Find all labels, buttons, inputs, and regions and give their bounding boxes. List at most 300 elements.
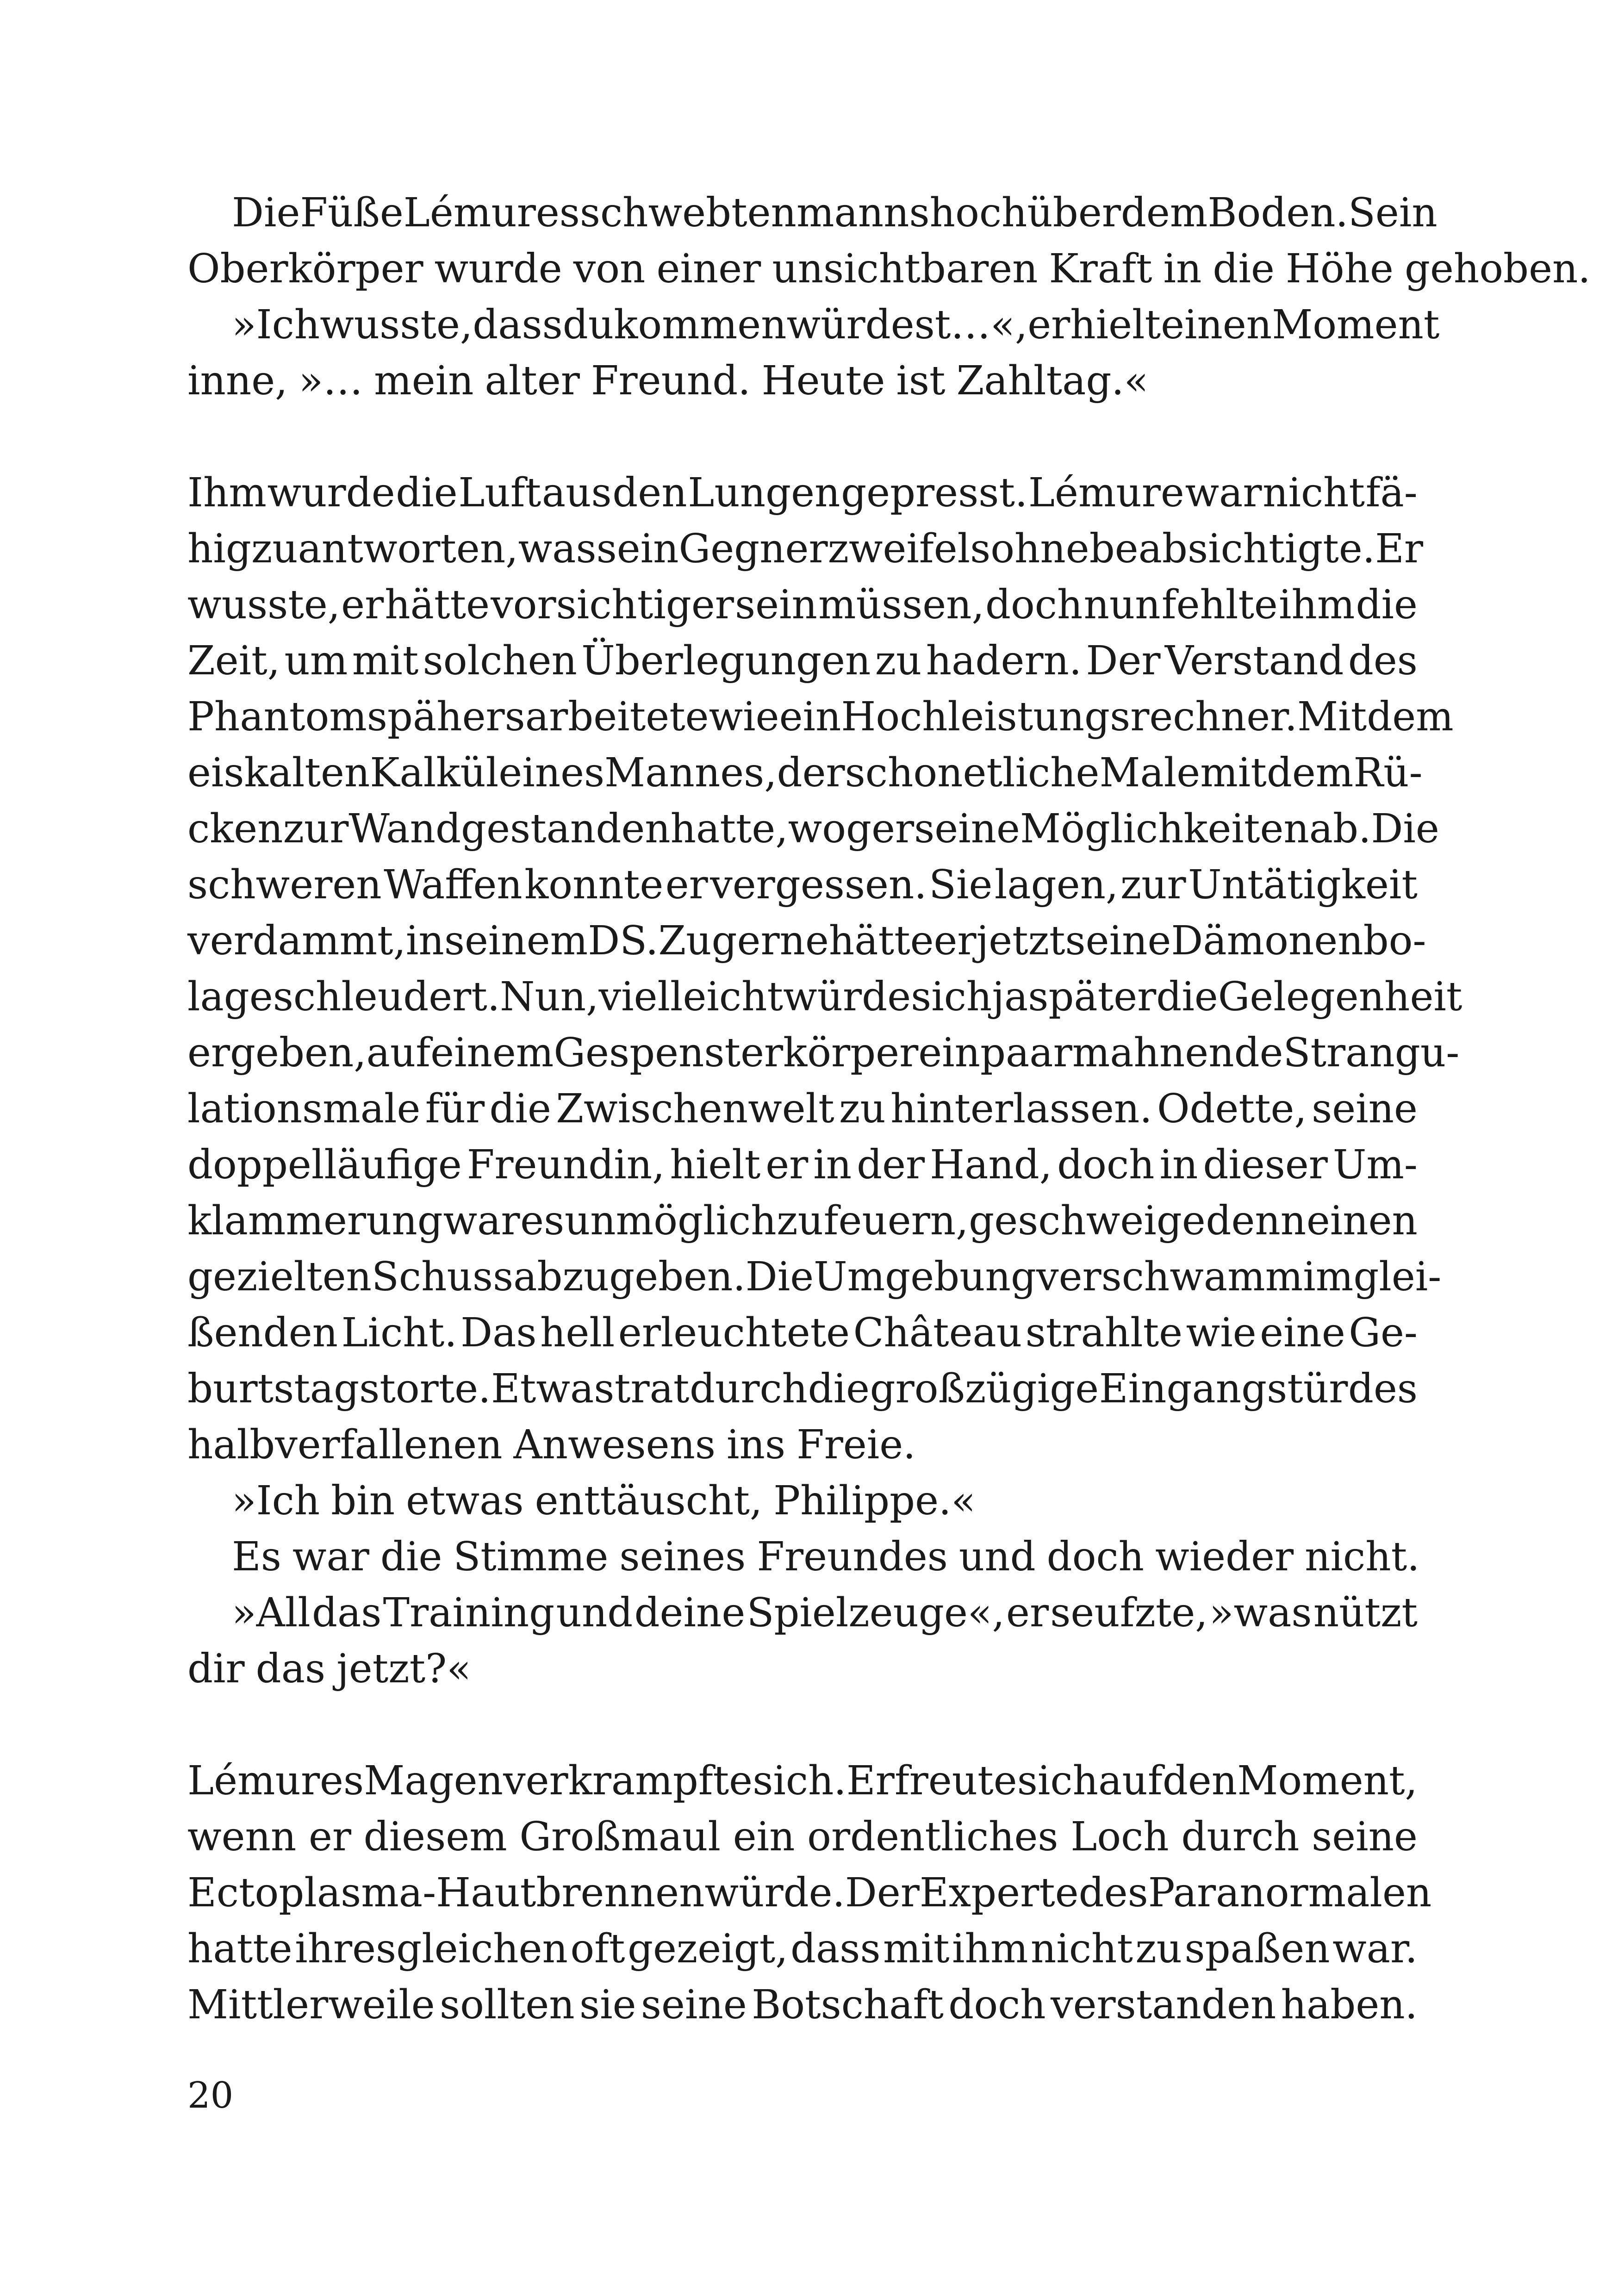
word: Wand [348, 806, 461, 852]
word: Schuss [372, 1254, 514, 1300]
word: Hochleistungsrechner. [841, 694, 1298, 740]
word: Der [1086, 638, 1161, 684]
word: mit [1200, 750, 1267, 796]
word: schweren [187, 862, 382, 908]
word: Er [1375, 526, 1423, 572]
word: Mannes, [604, 750, 777, 796]
word: durch [689, 1366, 808, 1412]
text-line [187, 353, 1418, 409]
text-line [187, 1137, 1418, 1193]
word: ihresgleichen [295, 1926, 568, 1972]
word: brennen [536, 1870, 705, 1916]
text-line [187, 1249, 1442, 1305]
text-line [187, 1473, 1418, 1529]
word: Lémures [403, 190, 580, 236]
text-line [187, 1417, 1418, 1473]
word: würde [783, 974, 911, 1020]
word: glei- [1353, 1254, 1442, 1300]
word: schon [845, 750, 963, 796]
word: dieser [1203, 1142, 1328, 1188]
word: auf [366, 1030, 431, 1076]
word: mahnende [1072, 1030, 1283, 1076]
word: die [396, 470, 458, 516]
word: »All [232, 1590, 311, 1636]
word: kommen [614, 302, 787, 348]
word: doch [1057, 1142, 1155, 1188]
word: …«, [951, 302, 1028, 348]
word: Experte [919, 1870, 1079, 1916]
word: nun [1083, 582, 1161, 628]
word: halbverfallenen [187, 1422, 503, 1468]
word: doch [1046, 1534, 1145, 1580]
word: Möglichkeiten [1020, 806, 1309, 852]
word: deine [634, 1590, 746, 1636]
word: ist [896, 358, 946, 404]
word: zu [875, 638, 922, 684]
word: einem [430, 1030, 554, 1076]
word: dem [1120, 190, 1208, 236]
word: gezeigt, [627, 1926, 788, 1972]
word: was [518, 526, 597, 572]
word: Etwas [491, 1366, 615, 1412]
word: Überlegungen [581, 638, 871, 684]
word: unmöglich [564, 1198, 777, 1244]
word: über [1027, 190, 1121, 236]
word: alter [485, 358, 580, 404]
word: Oberkörper [187, 246, 423, 292]
word: Er [846, 1758, 895, 1804]
text-line [187, 801, 1439, 857]
word: zu [251, 526, 298, 572]
text-line [187, 913, 1426, 969]
word: Magen [364, 1758, 503, 1804]
word: mein [374, 358, 474, 404]
word: von [573, 246, 646, 292]
word: Es [232, 1534, 281, 1580]
word: Kalkül [370, 750, 499, 796]
body-text [187, 185, 1591, 2033]
word: Die [745, 1254, 814, 1300]
word: dem [1266, 750, 1354, 796]
word: Stimme [453, 1534, 609, 1580]
word: oft [570, 1926, 625, 1972]
text-line [187, 1529, 1418, 1585]
word: ein [733, 1814, 795, 1860]
word: doch [948, 1982, 1046, 2028]
word: hig [187, 526, 251, 572]
word: gepresst. [841, 470, 1028, 516]
word: hätte [385, 582, 490, 628]
word: sich. [753, 1758, 846, 1804]
word: ins [727, 1422, 786, 1468]
word: gestanden [461, 806, 671, 852]
word: enttäuscht, [535, 1478, 763, 1524]
word: Paranormalen [1148, 1870, 1432, 1916]
word: inne, [187, 358, 288, 404]
word: er [871, 806, 915, 852]
word: ergeben, [187, 1030, 367, 1076]
word: geschweige [969, 1198, 1206, 1244]
word: dass [473, 302, 563, 348]
word: die [808, 1366, 870, 1412]
word: Ectoplasma-Haut [187, 1870, 536, 1916]
word: Zeit, [187, 638, 280, 684]
word: Moment, [1237, 1758, 1418, 1804]
word: Nun, [500, 974, 599, 1020]
word: dir [187, 1646, 245, 1692]
word: Zahltag.« [956, 358, 1149, 404]
word: die [489, 1086, 551, 1132]
word: einer [656, 246, 761, 292]
word: Umgebung [814, 1254, 1036, 1300]
word: ihm [952, 1926, 1028, 1972]
word: haben. [1281, 1982, 1418, 2028]
word: verschwamm [1036, 1254, 1303, 1300]
word: fä- [1365, 470, 1418, 516]
word: würdest [786, 302, 951, 348]
text-line [187, 1193, 1418, 1249]
word: burtstagstorte. [187, 1366, 491, 1412]
word: Gegner [678, 526, 828, 572]
word: die [1156, 974, 1218, 1020]
word: Anwesens [513, 1422, 716, 1468]
word: in [405, 918, 444, 964]
word: war. [1332, 1926, 1418, 1972]
word: Male [1099, 750, 1201, 796]
word: beabsichtigte. [1089, 526, 1375, 572]
word: Großmaul [519, 1814, 721, 1860]
text-line [187, 577, 1418, 633]
word: »Ich [232, 302, 320, 348]
word: unsichtbaren [772, 246, 1038, 292]
text-line [187, 521, 1423, 577]
word: feuern, [823, 1198, 969, 1244]
word: sein [735, 582, 817, 628]
word: Sein [1348, 190, 1438, 236]
word: seine [1065, 918, 1171, 964]
word: wenn [187, 1814, 297, 1860]
word: ßenden [187, 1310, 338, 1356]
word: er [1006, 1590, 1049, 1636]
word: ordentliches [807, 1814, 1058, 1860]
word: Strangu- [1283, 1030, 1460, 1076]
word: zweifelsohne [828, 526, 1089, 572]
word: du [562, 302, 614, 348]
paragraph-gap [187, 409, 1418, 465]
word: der [857, 1142, 925, 1188]
word: hielt [1070, 302, 1161, 348]
word: sich [911, 974, 992, 1020]
word: Kraft [1049, 246, 1152, 292]
word: verstanden [1051, 1982, 1276, 2028]
word: die [380, 1534, 442, 1580]
word: sich [1017, 1758, 1098, 1804]
word: nützt [1313, 1590, 1418, 1636]
word: Waffen [384, 862, 523, 908]
word: in [1163, 246, 1202, 292]
word: Sie [929, 862, 993, 908]
text-line [187, 633, 1418, 689]
word: bin [331, 1478, 395, 1524]
word: konnte [524, 862, 664, 908]
word: Um- [1332, 1142, 1418, 1188]
word: Der [845, 1870, 920, 1916]
word: wurde [434, 246, 562, 292]
text-line [187, 1753, 1418, 1809]
word: vorsichtiger [491, 582, 734, 628]
word: er [665, 862, 708, 908]
word: seine [1312, 1814, 1418, 1860]
word: des [1348, 638, 1418, 684]
word: paar [980, 1030, 1072, 1076]
text-line [187, 745, 1423, 801]
word: Gespensterkörper [554, 1030, 919, 1076]
text-line [187, 241, 1591, 297]
word: sein [596, 526, 679, 572]
word: Botschaft [752, 1982, 944, 2028]
word: war [1185, 470, 1262, 516]
text-line [187, 1025, 1460, 1081]
word: gehoben. [1404, 246, 1591, 292]
word: um [284, 638, 348, 684]
word: Verstand [1164, 638, 1344, 684]
word: auf [1098, 1758, 1163, 1804]
word: Phantomspähers [187, 694, 525, 740]
word: der [777, 750, 845, 796]
word: hatte [187, 1926, 292, 1972]
word: Freie. [797, 1422, 916, 1468]
word: müssen, [818, 582, 984, 628]
word: freute [894, 1758, 1017, 1804]
text-line [187, 1809, 1418, 1865]
word: Freundin, [467, 1142, 665, 1188]
word: mit [883, 1926, 950, 1972]
word: wusste, [320, 302, 473, 348]
word: Mit [1297, 694, 1367, 740]
word: diesem [363, 1814, 507, 1860]
word: solchen [423, 638, 577, 684]
word: geschleudert. [224, 974, 500, 1020]
word: großzügige [870, 1366, 1099, 1412]
word: nicht [1030, 1926, 1133, 1972]
word: ja [992, 974, 1028, 1020]
word: eiskalten [187, 750, 370, 796]
word: Mittlerweile [187, 1982, 435, 2028]
word: in [1159, 1142, 1198, 1188]
word: mannshoch [796, 190, 1027, 236]
word: einen [1161, 302, 1272, 348]
word: den [612, 470, 687, 516]
word: Zwischenwelt [556, 1086, 834, 1132]
word: hielt [670, 1142, 761, 1188]
text-line [187, 689, 1454, 745]
text-line [187, 857, 1418, 913]
word: seines [619, 1534, 746, 1580]
word: »Ich [232, 1478, 320, 1524]
text-line [187, 297, 1440, 353]
word: seine [1312, 1086, 1418, 1132]
word: eines [498, 750, 605, 796]
word: Boden. [1207, 190, 1349, 236]
word: für [425, 1086, 485, 1132]
word: abzugeben. [513, 1254, 746, 1300]
word: Odette, [1157, 1086, 1307, 1132]
word: Das [461, 1310, 537, 1356]
word: Training [383, 1590, 555, 1636]
word: Lungen [688, 470, 840, 516]
word: DS. [588, 918, 659, 964]
word: wieder [1155, 1534, 1294, 1580]
word: zu [1135, 1926, 1182, 1972]
text-line [187, 969, 1462, 1025]
word: jetzt [976, 918, 1065, 964]
word: schwebten [579, 190, 797, 236]
word: lationsmale [187, 1086, 421, 1132]
word: wurde [267, 470, 395, 516]
word: fehlte [1161, 582, 1278, 628]
word: er [1027, 302, 1070, 348]
word: durch [1181, 1814, 1300, 1860]
word: »was [1209, 1590, 1312, 1636]
word: spaßen [1184, 1926, 1330, 1972]
word: Château [853, 1310, 1022, 1356]
text-line [187, 465, 1418, 521]
word: gerne [711, 918, 829, 964]
word: Höhe [1285, 246, 1394, 292]
word: hell [540, 1310, 615, 1356]
word: antworten, [298, 526, 518, 572]
word: des [1348, 1366, 1418, 1412]
word: sollten [439, 1982, 575, 2028]
word: später [1028, 974, 1157, 1020]
text-line [187, 1921, 1418, 1977]
word: gezielten [187, 1254, 372, 1300]
text-line [187, 1641, 1418, 1697]
word: in [813, 1142, 852, 1188]
word: wog [788, 806, 872, 852]
word: hätte [828, 918, 934, 964]
word: Spielzeuge«, [747, 1590, 1005, 1636]
word: verkrampfte [503, 1758, 753, 1804]
word: erleuchtete [618, 1310, 850, 1356]
word: denn [1206, 1198, 1307, 1244]
word: doch [985, 582, 1083, 628]
word: zu [839, 1086, 886, 1132]
word: »… [299, 358, 363, 404]
word: Moment [1272, 302, 1440, 348]
word: war [443, 1198, 520, 1244]
word: trat [614, 1366, 690, 1412]
word: dass [790, 1926, 881, 1972]
word: Rü- [1353, 750, 1423, 796]
word: es [520, 1198, 565, 1244]
word: ein [779, 694, 841, 740]
word: aus [541, 470, 612, 516]
word: nicht. [1305, 1534, 1420, 1580]
word: Ge- [1349, 1310, 1418, 1356]
word: Loch [1070, 1814, 1169, 1860]
word: seufzte, [1050, 1590, 1208, 1636]
word: zur [283, 806, 349, 852]
word: er [933, 918, 977, 964]
word: Lémure [1028, 470, 1184, 516]
word: das [311, 1590, 382, 1636]
word: hatte, [670, 806, 788, 852]
word: doppelläufige [187, 1142, 462, 1188]
word: Freund. [591, 358, 751, 404]
word: vergessen. [710, 862, 927, 908]
word: hinterlassen. [890, 1086, 1152, 1132]
word: Luft [458, 470, 541, 516]
word: Freundes [757, 1534, 948, 1580]
word: hadern. [926, 638, 1082, 684]
word: vielleicht [598, 974, 784, 1020]
word: cken [187, 806, 283, 852]
word: wusste, [187, 582, 341, 628]
page-number: 20 [187, 2075, 234, 2116]
word: dem [1367, 694, 1454, 740]
word: eine [1260, 1310, 1345, 1356]
word: und [556, 1590, 633, 1636]
word: die [1356, 582, 1418, 628]
word: Philippe.« [773, 1478, 976, 1524]
text-line [187, 185, 1438, 241]
text-line [187, 1305, 1418, 1361]
word: Füße [300, 190, 404, 236]
word: die [1213, 246, 1275, 292]
word: zu [777, 1198, 823, 1244]
word: la [187, 974, 224, 1020]
word: war [292, 1534, 369, 1580]
word: verdammt, [187, 918, 406, 964]
word: mit [352, 638, 419, 684]
text-line [187, 1977, 1418, 2033]
word: des [1078, 1870, 1148, 1916]
word: sie [579, 1982, 636, 2028]
word: arbeitete [525, 694, 709, 740]
word: Ihm [187, 470, 267, 516]
word: ihm [1278, 582, 1355, 628]
word: Die [232, 190, 300, 236]
word: wie [709, 694, 779, 740]
word: Die [1371, 806, 1439, 852]
word: er [765, 1142, 809, 1188]
word: das [255, 1646, 326, 1692]
text-line [187, 1081, 1418, 1137]
word: Dämonenbo- [1171, 918, 1426, 964]
text-line [187, 1585, 1418, 1641]
word: ein [918, 1030, 980, 1076]
word: Zu [658, 918, 712, 964]
word: Eingangstür [1099, 1366, 1348, 1412]
word: strahlte [1025, 1310, 1183, 1356]
word: seinem [444, 918, 588, 964]
word: ab. [1309, 806, 1371, 852]
word: Hand, [930, 1142, 1052, 1188]
text-line [187, 1361, 1418, 1417]
word: Heute [761, 358, 885, 404]
word: Lémures [187, 1758, 364, 1804]
word: zur [1120, 862, 1186, 908]
word: er [308, 1814, 351, 1860]
word: den [1162, 1758, 1238, 1804]
word: er [341, 582, 384, 628]
word: nicht [1263, 470, 1365, 516]
word: wie [1186, 1310, 1257, 1356]
word: etwas [406, 1478, 524, 1524]
word: würde. [704, 1870, 845, 1916]
word: und [958, 1534, 1036, 1580]
